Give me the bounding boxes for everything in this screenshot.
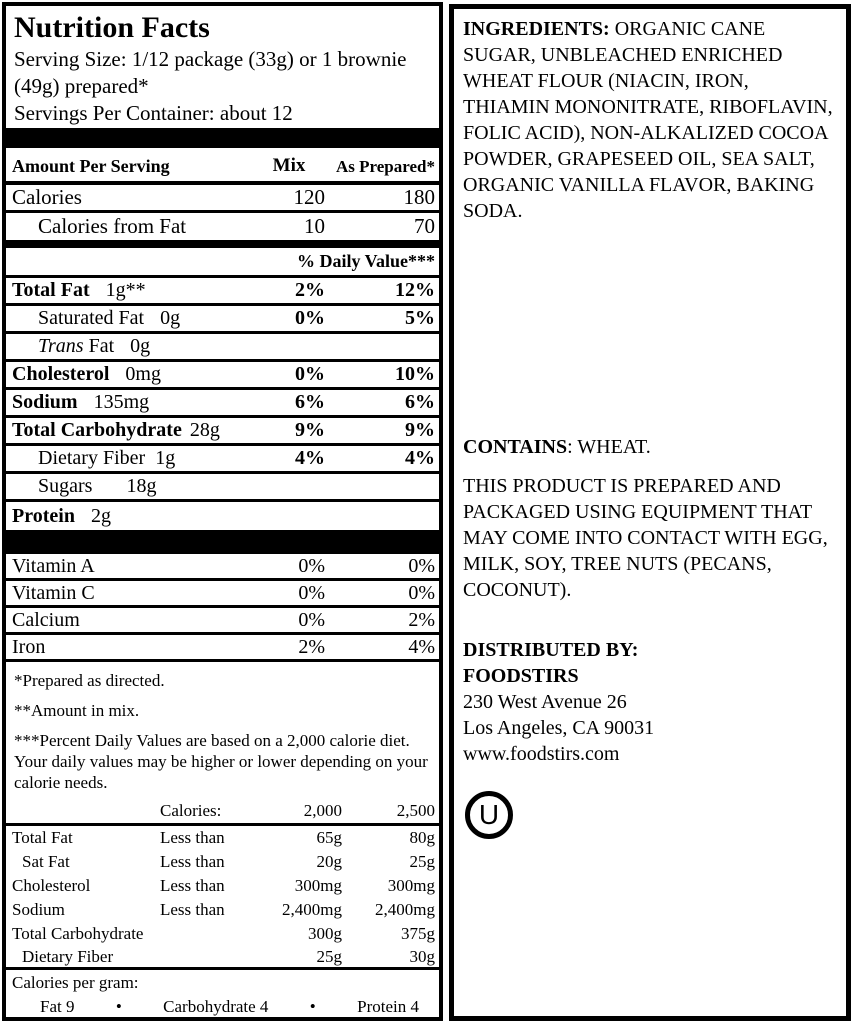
ingredients-panel (449, 4, 851, 1021)
separator-bar-middle (6, 530, 439, 554)
kosher-certification-icon: U (465, 791, 513, 839)
label-title-block (6, 6, 439, 128)
serving-size-line1: Serving Size: 1/12 package (33g) or 1 brownie (14, 47, 407, 71)
contains-statement: CONTAINS: WHEAT. (463, 436, 651, 458)
dv-table-header-row: Calories: 2,000 2,500 (6, 799, 439, 826)
calories-per-gram-block: Calories per gram: Fat 9 • Carbohydrate 4 • Protein 4 (12, 973, 419, 1016)
vitamin-row: Vitamin C 0% 0% (6, 581, 439, 608)
dv-table-row: Total Carbohydrate 300g 375g (12, 924, 435, 943)
vitamin-row: Calcium 0% 2% (6, 608, 439, 635)
dv-table-row: Sodium Less than 2,400mg 2,400mg (12, 900, 435, 919)
website-url: www.foodstirs.com (463, 743, 620, 765)
nutrient-row: Total Carbohydrate 28g 9% 9% (6, 418, 439, 446)
address-line1: 230 West Avenue 26 (463, 691, 627, 713)
servings-per-container: Servings Per Container: about 12 (14, 101, 293, 125)
mix-column-header: Mix (272, 155, 306, 176)
footnote-prepared: *Prepared as directed. (14, 671, 165, 690)
dv-table-row: Total Fat Less than 65g 80g (12, 828, 435, 847)
calories-row: Calories 120 180 (6, 185, 439, 213)
distributor-block (463, 637, 838, 767)
cpg-fat: Fat 9 (40, 997, 75, 1016)
separator-bar-top (6, 128, 439, 148)
footnote-daily-values: ***Percent Daily Values are based on a 2,000 calorie diet. Your daily values may be higher or lower depending on your calorie needs. (14, 731, 428, 792)
calories-from-fat-row: Calories from Fat 10 70 (38, 214, 435, 238)
serving-size-line2: (49g) prepared* (14, 74, 149, 98)
nutrient-row: Trans Fat 0g (6, 334, 439, 362)
separator-bar-thin (6, 240, 439, 248)
cpg-protein: Protein 4 (357, 997, 419, 1016)
vitamin-row: Vitamin A 0% 0% (6, 554, 439, 581)
nutrient-row: Dietary Fiber 1g 4% 4% (6, 446, 439, 474)
column-header-row (6, 148, 439, 185)
ingredients-paragraph: INGREDIENTS: ORGANIC CANE SUGAR, UNBLEACHED ENRICHED WHEAT FLOUR (NIACIN, IRON, THIAMIN MONONITRATE, RIBOFLAVIN, FOLIC ACID), NON-ALKALIZED COCOA POWDER, GRAPESEED OIL, SEA SALT, ORGANIC VANILLA FLAVOR, BAKING SODA. (463, 18, 833, 222)
nutrient-row: Sugars 18g (6, 474, 439, 502)
nutrient-row: Saturated Fat 0g 0% 5% (6, 306, 439, 334)
footnotes-block (6, 662, 439, 799)
nutrition-facts-panel (2, 2, 443, 1021)
nutrient-row: Sodium 135mg 6% 6% (6, 390, 439, 418)
dv-table-row: Cholesterol Less than 300mg 300mg (12, 876, 435, 895)
nutrient-row: Total Fat 1g** 2% 12% (6, 278, 439, 306)
address-line2: Los Angeles, CA 90031 (463, 717, 655, 739)
bullet-icon: • (309, 997, 316, 1016)
vitamin-row: Iron 2% 4% (6, 635, 439, 662)
bullet-icon: • (115, 997, 122, 1016)
dv-table-row: Dietary Fiber 25g 30g (6, 946, 439, 970)
daily-value-header-row: % Daily Value*** (6, 248, 439, 278)
amount-per-serving-header: Amount Per Serving (12, 156, 170, 176)
allergen-statement: THIS PRODUCT IS PREPARED AND PACKAGED USING EQUIPMENT THAT MAY COME INTO CONTACT WITH EGG, MILK, SOY, TREE NUTS (PECANS, COCONUT). (463, 475, 828, 601)
dv-table-row: Sat Fat Less than 20g 25g (22, 852, 435, 871)
distributed-by-label: DISTRIBUTED BY: (463, 639, 639, 661)
cpg-carb: Carbohydrate 4 (163, 997, 269, 1016)
footnote-mix: **Amount in mix. (14, 701, 140, 720)
page-title: Nutrition Facts (14, 11, 210, 44)
distributor-name: FOODSTIRS (463, 665, 579, 687)
nutrient-row: Protein 2g (12, 504, 111, 527)
as-prepared-column-header: As Prepared* (335, 157, 435, 176)
nutrient-row: Cholesterol 0mg 0% 10% (6, 362, 439, 390)
